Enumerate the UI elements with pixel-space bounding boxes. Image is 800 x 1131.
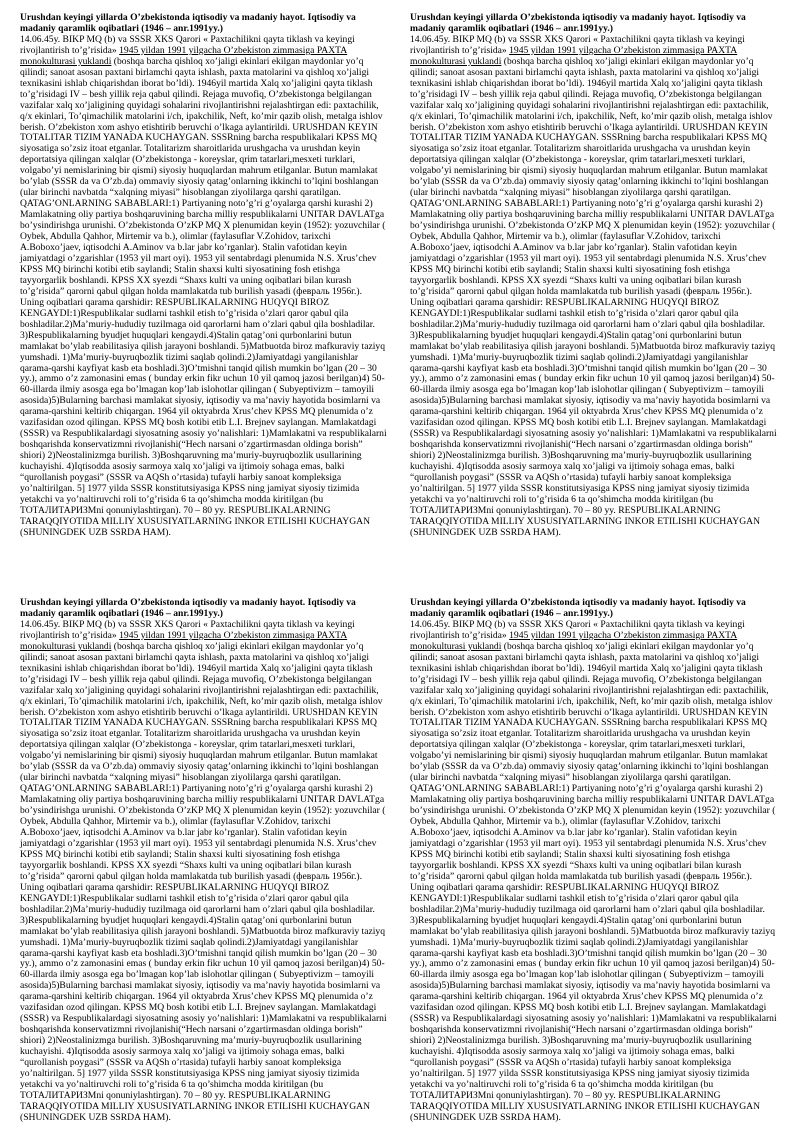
document-copy-bottom-right [410, 598, 778, 1124]
document-underlined-statement: 1945 yildan 1991 yilgacha O’zbekiston zimmasiga PAXTA monokulturasi yuklandi [410, 44, 738, 67]
document-title: Urushdan keyingi yillarda O’zbekistonda iqtisodiy va madaniy hayot. Iqtisodiy va madaniy qaramlik oqibatlari (1946 – anr.1991yy.) [410, 597, 746, 619]
document-title: Urushdan keyingi yillarda O’zbekistonda iqtisodiy va madaniy hayot. Iqtisodiy va madaniy qaramlik oqibatlari (1946 – anr.1991yy.) [20, 12, 356, 34]
document-body: (boshqa barcha qishloq xo’jaligi ekinlari ekilgan maydonlar yo’q qilindi; sanoat asosan paxtani birlamchi qayta ishlash, paxta matolarini va qishloq xo’jaligi texnikasini ishlab chiqarishdan iborat bo’ldi). 1946yil martida Xalq xo’jaligini qayta tiklash to’g’risidagi IV – besh yillik reja qabul qilindi. Rejaga muvofiq, O’zbekistonga belgilangan vazifalar xalq xo’jaligining quyidagi sohalarini rivojlantirishni rejalashtirgan edi: paxtachilik, q/x ekinlari, To’qimachilik matolarini i/ch, ipakchilik, Neft, ko’mir qazib olish, metalga ishlov berish. O’zbekiston xom ashyo etishtirib beruvchi o’lkaga aylantirildi. URUSHDAN KEYIN TOTALITAR TIZIM YANADA KUCHAYGAN. SSSRning barcha respublikalari KPSS MQ siyosatiga so’zsiz itoat etganlar. Totalitarizm sharoitlarida urushgacha va urushdan keyin deportatsiya qilingan xalqlar (O’zbekistonga - koreyslar, qrim tatarlari,mesxeti turklari, volgabo’yi nemislarining bir qismi) siyosiy huquqlardan mahrum etilganlar. Butun mamlakat bo’ylab (SSSR da va O’zb.da) ommaviy siyosiy qatag’onlarning ikkinchi to’lqini boshlangan (ular birinchi navbatda “xalqning miyasi” hisoblangan ziyolilarga qarshi qaratilgan. QATAG’ONLARNING SABABLARI:1) Partiyaning noto’g’ri g’oyalarga qarshi kurashi 2) Mamlakatning oliy partiya boshqaruvining barcha milliy respublikalarni UNITAR DAVLATga bo’ysindirishga urunishi. O’zbekistonda O’zKP MQ X plenumidan keyin (1952): yozuvchilar ( Oybek, Abdulla Qahhor, Mirtemir va b.), olimlar (faylasuflar V.Zohidov, tarixchi A.Boboxo’jaev, iqtisodchi A.Aminov va b.lar jabr ko’rganlar). Stalin vafotidan keyin jamiyatdagi o’zgarishlar (1953 yil mart oyi). 1953 yil sentabrdagi plenumida N.S. Xrus’chev KPSS MQ birinchi kotibi etib saylandi; Stalin shaxsi kulti siyosatining fosh etishga tayyorgarlik boshlandi. KPSS XX syezdi “Shaxs kulti va uning oqibatlari bilan kurash to’g’risida” qarorni qabul qilgan holda mamlakatda tub burilish yasadi (февраль 1956г.). Uning oqibatlari qarama qarshidir: RESPUBLIKALARNING HUQYQI BIROZ KENGAYDI:1)Respublikalar sudlarni tashkil etish to’g’risida o’zlari qaror qabul qila boshladilar.2)Ma’muriy-hududiy tuzilmaga oid qarorlarni ham o’zlari qabul qila boshladilar. 3)Respublikalarning byudjet huquqlari kengaydi.4)Stalin qatag’oni qurbonlarini butun mamlakat bo’ylab reabilitasiya qilish jarayoni boshlandi. 5)Matbuotda biroz mafkuraviy taziyq yumshadi. 1)Ma’muriy-buyruqbozlik tizimi saqlab qolindi.2)Jamiyatdagi yangilanishlar qarama-qarshi kayfiyat kasb eta boshladi.3)O’tmishni tanqid qilish mumkin bo’lgan (20 – 30 yy.), ammo o’z zamonasini emas ( bunday erkin fikr uchun 10 yil qamoq jazosi berilgan)4) 50-60-illarda ilmiy asosga ega bo’lmagan kop’lab islohotlar qilingan ( Subyeptivizm – tamoyili asosida)5)Bularning barchasi mamlakat siyosiy, iqtisodiy va ma’naviy hayotida bosimlarni va qarama-qarshini keltirib chiqargan. 1964 yil oktyabrda Xrus’chev KPSS MQ plenumida o’z vazifasidan ozod qilingan. KPSS MQ bosh kotibi etib L.I. Brejnev saylangan. Mamlakatdagi (SSSR) va Respublikalardagi siyosatning asosiy yo’nalishlari: 1)Mamlakatni va respublikalarni boshqarishda konservatizmni rivojlanishi(“Hech narsani o’zgartirmasdan oldinga borish” shiori) 2)Neostalinizmga burilish. 3)Boshqaruvning ma’muriy-buyruqbozlik usullarining kuchayishi. 4)Iqtisodda asosiy sarmoya xalq xo’jaligi va ijtimoiy sohaga emas, balki “qurollanish poygasi” (SSSR va AQSh o’rtasida) tufayli harbiy sanoat kompleksiga yo’naltirilgan. 5] 1977 yilda SSSR konstitutsiyasiga KPSS ning jamiyat siyosiy tizimida yetakchi va yo’naltiruvchi roli to’g’risida 6 ta qo’shimcha modda kiritilgan (bu ТОТАЛИТАРИЗМni qonuniylashtirgan). 70 – 80 yy. RESPUBLIKALARNING TARAQQIYOTIDA MILLIY XUSUSIYATLARNING INKOR ETILISHI KUCHAYGAN (SHUNINGDEK UZB SSRDA HAM). [20, 640, 387, 1123]
document-copy-top-right [410, 13, 778, 539]
document-intro: 14.06.45y. BIKP MQ (b) va SSSR XKS Qarori « Paxtachilikni qayta tiklash va keyingi rivojlantirish to’g’risida» [410, 33, 745, 56]
document-underlined-statement: 1945 yildan 1991 yilgacha O’zbekiston zimmasiga PAXTA monokulturasi yuklandi [20, 44, 348, 67]
document-copy-bottom-left [20, 598, 388, 1124]
document-title: Urushdan keyingi yillarda O’zbekistonda iqtisodiy va madaniy hayot. Iqtisodiy va madaniy qaramlik oqibatlari (1946 – anr.1991yy.) [410, 12, 746, 34]
document-body: (boshqa barcha qishloq xo’jaligi ekinlari ekilgan maydonlar yo’q qilindi; sanoat asosan paxtani birlamchi qayta ishlash, paxta matolarini va qishloq xo’jaligi texnikasini ishlab chiqarishdan iborat bo’ldi). 1946yil martida Xalq xo’jaligini qayta tiklash to’g’risidagi IV – besh yillik reja qabul qilindi. Rejaga muvofiq, O’zbekistonga belgilangan vazifalar xalq xo’jaligining quyidagi sohalarini rivojlantirishni rejalashtirgan edi: paxtachilik, q/x ekinlari, To’qimachilik matolarini i/ch, ipakchilik, Neft, ko’mir qazib olish, metalga ishlov berish. O’zbekiston xom ashyo etishtirib beruvchi o’lkaga aylantirildi. URUSHDAN KEYIN TOTALITAR TIZIM YANADA KUCHAYGAN. SSSRning barcha respublikalari KPSS MQ siyosatiga so’zsiz itoat etganlar. Totalitarizm sharoitlarida urushgacha va urushdan keyin deportatsiya qilingan xalqlar (O’zbekistonga - koreyslar, qrim tatarlari,mesxeti turklari, volgabo’yi nemislarining bir qismi) siyosiy huquqlardan mahrum etilganlar. Butun mamlakat bo’ylab (SSSR da va O’zb.da) ommaviy siyosiy qatag’onlarning ikkinchi to’lqini boshlangan (ular birinchi navbatda “xalqning miyasi” hisoblangan ziyolilarga qarshi qaratilgan. QATAG’ONLARNING SABABLARI:1) Partiyaning noto’g’ri g’oyalarga qarshi kurashi 2) Mamlakatning oliy partiya boshqaruvining barcha milliy respublikalarni UNITAR DAVLATga bo’ysindirishga urunishi. O’zbekistonda O’zKP MQ X plenumidan keyin (1952): yozuvchilar ( Oybek, Abdulla Qahhor, Mirtemir va b.), olimlar (faylasuflar V.Zohidov, tarixchi A.Boboxo’jaev, iqtisodchi A.Aminov va b.lar jabr ko’rganlar). Stalin vafotidan keyin jamiyatdagi o’zgarishlar (1953 yil mart oyi). 1953 yil sentabrdagi plenumida N.S. Xrus’chev KPSS MQ birinchi kotibi etib saylandi; Stalin shaxsi kulti siyosatining fosh etishga tayyorgarlik boshlandi. KPSS XX syezdi “Shaxs kulti va uning oqibatlari bilan kurash to’g’risida” qarorni qabul qilgan holda mamlakatda tub burilish yasadi (февраль 1956г.). Uning oqibatlari qarama qarshidir: RESPUBLIKALARNING HUQYQI BIROZ KENGAYDI:1)Respublikalar sudlarni tashkil etish to’g’risida o’zlari qaror qabul qila boshladilar.2)Ma’muriy-hududiy tuzilmaga oid qarorlarni ham o’zlari qabul qila boshladilar. 3)Respublikalarning byudjet huquqlari kengaydi.4)Stalin qatag’oni qurbonlarini butun mamlakat bo’ylab reabilitasiya qilish jarayoni boshlandi. 5)Matbuotda biroz mafkuraviy taziyq yumshadi. 1)Ma’muriy-buyruqbozlik tizimi saqlab qolindi.2)Jamiyatdagi yangilanishlar qarama-qarshi kayfiyat kasb eta boshladi.3)O’tmishni tanqid qilish mumkin bo’lgan (20 – 30 yy.), ammo o’z zamonasini emas ( bunday erkin fikr uchun 10 yil qamoq jazosi berilgan)4) 50-60-illarda ilmiy asosga ega bo’lmagan kop’lab islohotlar qilingan ( Subyeptivizm – tamoyili asosida)5)Bularning barchasi mamlakat siyosiy, iqtisodiy va ma’naviy hayotida bosimlarni va qarama-qarshini keltirib chiqargan. 1964 yil oktyabrda Xrus’chev KPSS MQ plenumida o’z vazifasidan ozod qilingan. KPSS MQ bosh kotibi etib L.I. Brejnev saylangan. Mamlakatdagi (SSSR) va Respublikalardagi siyosatning asosiy yo’nalishlari: 1)Mamlakatni va respublikalarni boshqarishda konservatizmni rivojlanishi(“Hech narsani o’zgartirmasdan oldinga borish” shiori) 2)Neostalinizmga burilish. 3)Boshqaruvning ma’muriy-buyruqbozlik usullarining kuchayishi. 4)Iqtisodda asosiy sarmoya xalq xo’jaligi va ijtimoiy sohaga emas, balki “qurollanish poygasi” (SSSR va AQSh o’rtasida) tufayli harbiy sanoat kompleksiga yo’naltirilgan. 5] 1977 yilda SSSR konstitutsiyasiga KPSS ning jamiyat siyosiy tizimida yetakchi va yo’naltiruvchi roli to’g’risida 6 ta qo’shimcha modda kiritilgan (bu ТОТАЛИТАРИЗМni qonuniylashtirgan). 70 – 80 yy. RESPUBLIKALARNING TARAQQIYOTIDA MILLIY XUSUSIYATLARNING INKOR ETILISHI KUCHAYGAN (SHUNINGDEK UZB SSRDA HAM). [410, 640, 777, 1123]
document-intro: 14.06.45y. BIKP MQ (b) va SSSR XKS Qarori « Paxtachilikni qayta tiklash va keyingi rivojlantirish to’g’risida» [20, 33, 355, 56]
document-body: (boshqa barcha qishloq xo’jaligi ekinlari ekilgan maydonlar yo’q qilindi; sanoat asosan paxtani birlamchi qayta ishlash, paxta matolarini va qishloq xo’jaligi texnikasini ishlab chiqarishdan iborat bo’ldi). 1946yil martida Xalq xo’jaligini qayta tiklash to’g’risidagi IV – besh yillik reja qabul qilindi. Rejaga muvofiq, O’zbekistonga belgilangan vazifalar xalq xo’jaligining quyidagi sohalarini rivojlantirishni rejalashtirgan edi: paxtachilik, q/x ekinlari, To’qimachilik matolarini i/ch, ipakchilik, Neft, ko’mir qazib olish, metalga ishlov berish. O’zbekiston xom ashyo etishtirib beruvchi o’lkaga aylantirildi. URUSHDAN KEYIN TOTALITAR TIZIM YANADA KUCHAYGAN. SSSRning barcha respublikalari KPSS MQ siyosatiga so’zsiz itoat etganlar. Totalitarizm sharoitlarida urushgacha va urushdan keyin deportatsiya qilingan xalqlar (O’zbekistonga - koreyslar, qrim tatarlari,mesxeti turklari, volgabo’yi nemislarining bir qismi) siyosiy huquqlardan mahrum etilganlar. Butun mamlakat bo’ylab (SSSR da va O’zb.da) ommaviy siyosiy qatag’onlarning ikkinchi to’lqini boshlangan (ular birinchi navbatda “xalqning miyasi” hisoblangan ziyolilarga qarshi qaratilgan. QATAG’ONLARNING SABABLARI:1) Partiyaning noto’g’ri g’oyalarga qarshi kurashi 2) Mamlakatning oliy partiya boshqaruvining barcha milliy respublikalarni UNITAR DAVLATga bo’ysindirishga urunishi. O’zbekistonda O’zKP MQ X plenumidan keyin (1952): yozuvchilar ( Oybek, Abdulla Qahhor, Mirtemir va b.), olimlar (faylasuflar V.Zohidov, tarixchi A.Boboxo’jaev, iqtisodchi A.Aminov va b.lar jabr ko’rganlar). Stalin vafotidan keyin jamiyatdagi o’zgarishlar (1953 yil mart oyi). 1953 yil sentabrdagi plenumida N.S. Xrus’chev KPSS MQ birinchi kotibi etib saylandi; Stalin shaxsi kulti siyosatining fosh etishga tayyorgarlik boshlandi. KPSS XX syezdi “Shaxs kulti va uning oqibatlari bilan kurash to’g’risida” qarorni qabul qilgan holda mamlakatda tub burilish yasadi (февраль 1956г.). Uning oqibatlari qarama qarshidir: RESPUBLIKALARNING HUQYQI BIROZ KENGAYDI:1)Respublikalar sudlarni tashkil etish to’g’risida o’zlari qaror qabul qila boshladilar.2)Ma’muriy-hududiy tuzilmaga oid qarorlarni ham o’zlari qabul qila boshladilar. 3)Respublikalarning byudjet huquqlari kengaydi.4)Stalin qatag’oni qurbonlarini butun mamlakat bo’ylab reabilitasiya qilish jarayoni boshlandi. 5)Matbuotda biroz mafkuraviy taziyq yumshadi. 1)Ma’muriy-buyruqbozlik tizimi saqlab qolindi.2)Jamiyatdagi yangilanishlar qarama-qarshi kayfiyat kasb eta boshladi.3)O’tmishni tanqid qilish mumkin bo’lgan (20 – 30 yy.), ammo o’z zamonasini emas ( bunday erkin fikr uchun 10 yil qamoq jazosi berilgan)4) 50-60-illarda ilmiy asosga ega bo’lmagan kop’lab islohotlar qilingan ( Subyeptivizm – tamoyili asosida)5)Bularning barchasi mamlakat siyosiy, iqtisodiy va ma’naviy hayotida bosimlarni va qarama-qarshini keltirib chiqargan. 1964 yil oktyabrda Xrus’chev KPSS MQ plenumida o’z vazifasidan ozod qilingan. KPSS MQ bosh kotibi etib L.I. Brejnev saylangan. Mamlakatdagi (SSSR) va Respublikalardagi siyosatning asosiy yo’nalishlari: 1)Mamlakatni va respublikalarni boshqarishda konservatizmni rivojlanishi(“Hech narsani o’zgartirmasdan oldinga borish” shiori) 2)Neostalinizmga burilish. 3)Boshqaruvning ma’muriy-buyruqbozlik usullarining kuchayishi. 4)Iqtisodda asosiy sarmoya xalq xo’jaligi va ijtimoiy sohaga emas, balki “qurollanish poygasi” (SSSR va AQSh o’rtasida) tufayli harbiy sanoat kompleksiga yo’naltirilgan. 5] 1977 yilda SSSR konstitutsiyasiga KPSS ning jamiyat siyosiy tizimida yetakchi va yo’naltiruvchi roli to’g’risida 6 ta qo’shimcha modda kiritilgan (bu ТОТАЛИТАРИЗМni qonuniylashtirgan). 70 – 80 yy. RESPUBLIKALARNING TARAQQIYOTIDA MILLIY XUSUSIYATLARNING INKOR ETILISHI KUCHAYGAN (SHUNINGDEK UZB SSRDA HAM). [410, 55, 777, 538]
document-underlined-statement: 1945 yildan 1991 yilgacha O’zbekiston zimmasiga PAXTA monokulturasi yuklandi [20, 629, 348, 652]
document-body: (boshqa barcha qishloq xo’jaligi ekinlari ekilgan maydonlar yo’q qilindi; sanoat asosan paxtani birlamchi qayta ishlash, paxta matolarini va qishloq xo’jaligi texnikasini ishlab chiqarishdan iborat bo’ldi). 1946yil martida Xalq xo’jaligini qayta tiklash to’g’risidagi IV – besh yillik reja qabul qilindi. Rejaga muvofiq, O’zbekistonga belgilangan vazifalar xalq xo’jaligining quyidagi sohalarini rivojlantirishni rejalashtirgan edi: paxtachilik, q/x ekinlari, To’qimachilik matolarini i/ch, ipakchilik, Neft, ko’mir qazib olish, metalga ishlov berish. O’zbekiston xom ashyo etishtirib beruvchi o’lkaga aylantirildi. URUSHDAN KEYIN TOTALITAR TIZIM YANADA KUCHAYGAN. SSSRning barcha respublikalari KPSS MQ siyosatiga so’zsiz itoat etganlar. Totalitarizm sharoitlarida urushgacha va urushdan keyin deportatsiya qilingan xalqlar (O’zbekistonga - koreyslar, qrim tatarlari,mesxeti turklari, volgabo’yi nemislarining bir qismi) siyosiy huquqlardan mahrum etilganlar. Butun mamlakat bo’ylab (SSSR da va O’zb.da) ommaviy siyosiy qatag’onlarning ikkinchi to’lqini boshlangan (ular birinchi navbatda “xalqning miyasi” hisoblangan ziyolilarga qarshi qaratilgan. QATAG’ONLARNING SABABLARI:1) Partiyaning noto’g’ri g’oyalarga qarshi kurashi 2) Mamlakatning oliy partiya boshqaruvining barcha milliy respublikalarni UNITAR DAVLATga bo’ysindirishga urunishi. O’zbekistonda O’zKP MQ X plenumidan keyin (1952): yozuvchilar ( Oybek, Abdulla Qahhor, Mirtemir va b.), olimlar (faylasuflar V.Zohidov, tarixchi A.Boboxo’jaev, iqtisodchi A.Aminov va b.lar jabr ko’rganlar). Stalin vafotidan keyin jamiyatdagi o’zgarishlar (1953 yil mart oyi). 1953 yil sentabrdagi plenumida N.S. Xrus’chev KPSS MQ birinchi kotibi etib saylandi; Stalin shaxsi kulti siyosatining fosh etishga tayyorgarlik boshlandi. KPSS XX syezdi “Shaxs kulti va uning oqibatlari bilan kurash to’g’risida” qarorni qabul qilgan holda mamlakatda tub burilish yasadi (февраль 1956г.). Uning oqibatlari qarama qarshidir: RESPUBLIKALARNING HUQYQI BIROZ KENGAYDI:1)Respublikalar sudlarni tashkil etish to’g’risida o’zlari qaror qabul qila boshladilar.2)Ma’muriy-hududiy tuzilmaga oid qarorlarni ham o’zlari qabul qila boshladilar. 3)Respublikalarning byudjet huquqlari kengaydi.4)Stalin qatag’oni qurbonlarini butun mamlakat bo’ylab reabilitasiya qilish jarayoni boshlandi. 5)Matbuotda biroz mafkuraviy taziyq yumshadi. 1)Ma’muriy-buyruqbozlik tizimi saqlab qolindi.2)Jamiyatdagi yangilanishlar qarama-qarshi kayfiyat kasb eta boshladi.3)O’tmishni tanqid qilish mumkin bo’lgan (20 – 30 yy.), ammo o’z zamonasini emas ( bunday erkin fikr uchun 10 yil qamoq jazosi berilgan)4) 50-60-illarda ilmiy asosga ega bo’lmagan kop’lab islohotlar qilingan ( Subyeptivizm – tamoyili asosida)5)Bularning barchasi mamlakat siyosiy, iqtisodiy va ma’naviy hayotida bosimlarni va qarama-qarshini keltirib chiqargan. 1964 yil oktyabrda Xrus’chev KPSS MQ plenumida o’z vazifasidan ozod qilingan. KPSS MQ bosh kotibi etib L.I. Brejnev saylangan. Mamlakatdagi (SSSR) va Respublikalardagi siyosatning asosiy yo’nalishlari: 1)Mamlakatni va respublikalarni boshqarishda konservatizmni rivojlanishi(“Hech narsani o’zgartirmasdan oldinga borish” shiori) 2)Neostalinizmga burilish. 3)Boshqaruvning ma’muriy-buyruqbozlik usullarining kuchayishi. 4)Iqtisodda asosiy sarmoya xalq xo’jaligi va ijtimoiy sohaga emas, balki “qurollanish poygasi” (SSSR va AQSh o’rtasida) tufayli harbiy sanoat kompleksiga yo’naltirilgan. 5] 1977 yilda SSSR konstitutsiyasiga KPSS ning jamiyat siyosiy tizimida yetakchi va yo’naltiruvchi roli to’g’risida 6 ta qo’shimcha modda kiritilgan (bu ТОТАЛИТАРИЗМni qonuniylashtirgan). 70 – 80 yy. RESPUBLIKALARNING TARAQQIYOTIDA MILLIY XUSUSIYATLARNING INKOR ETILISHI KUCHAYGAN (SHUNINGDEK UZB SSRDA HAM). [20, 55, 387, 538]
document-intro: 14.06.45y. BIKP MQ (b) va SSSR XKS Qarori « Paxtachilikni qayta tiklash va keyingi rivojlantirish to’g’risida» [20, 618, 355, 641]
document-copy-top-left [20, 13, 388, 539]
document-underlined-statement: 1945 yildan 1991 yilgacha O’zbekiston zimmasiga PAXTA monokulturasi yuklandi [410, 629, 738, 652]
document-intro: 14.06.45y. BIKP MQ (b) va SSSR XKS Qarori « Paxtachilikni qayta tiklash va keyingi rivojlantirish to’g’risida» [410, 618, 745, 641]
document-title: Urushdan keyingi yillarda O’zbekistonda iqtisodiy va madaniy hayot. Iqtisodiy va madaniy qaramlik oqibatlari (1946 – anr.1991yy.) [20, 597, 356, 619]
